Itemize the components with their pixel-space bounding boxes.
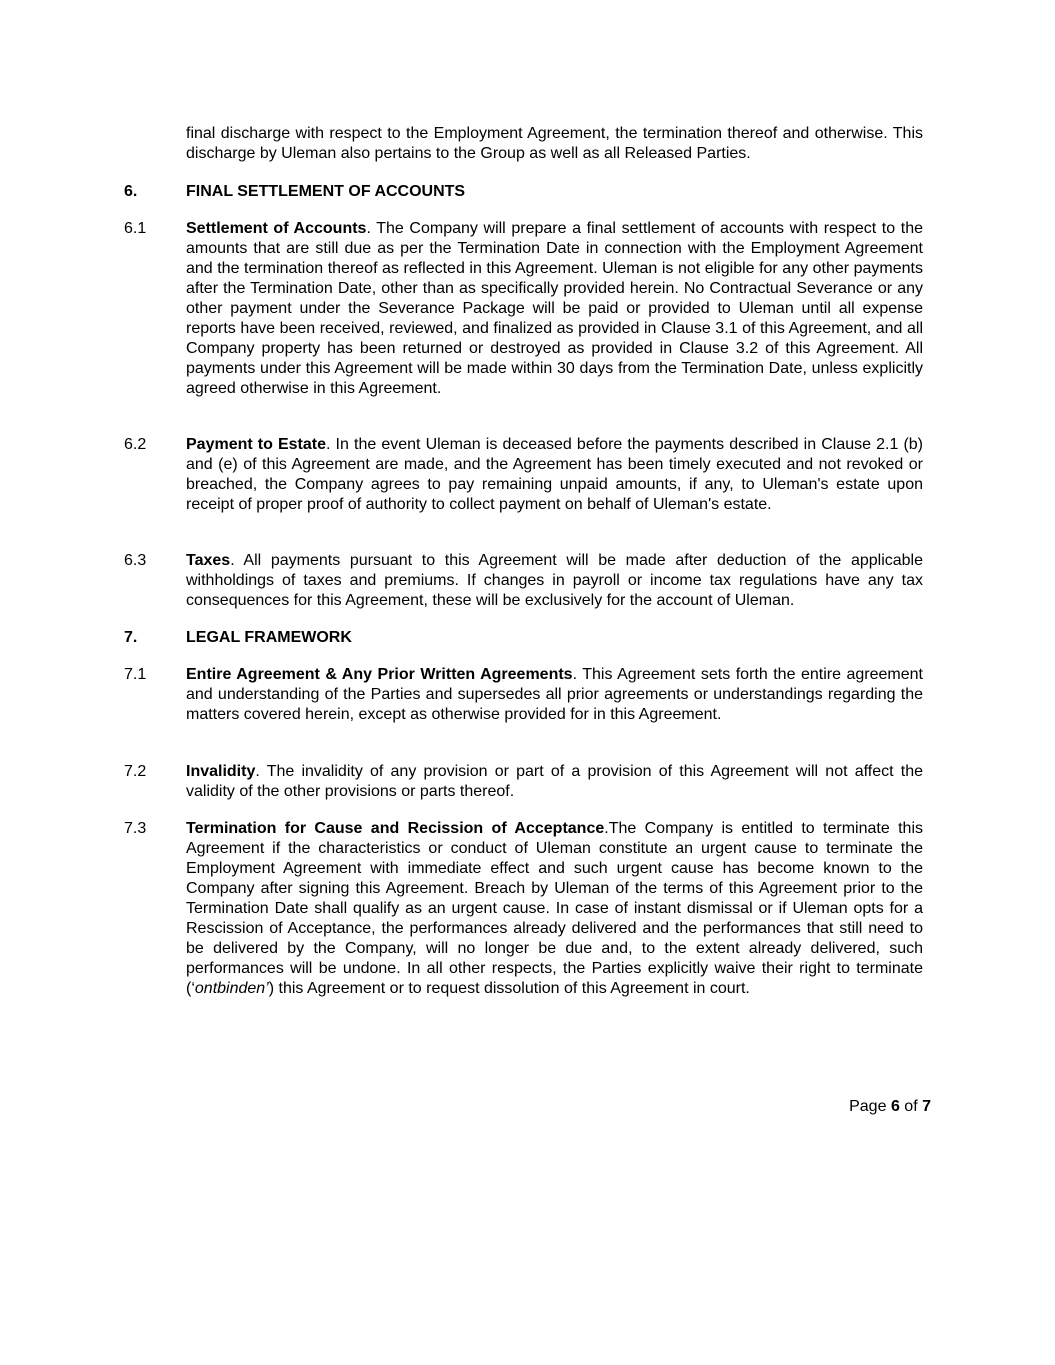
clause-6-3 [186, 551, 923, 611]
clause-6-1 [186, 219, 923, 399]
clause-7-3-title: Termination for Cause and Recission of Acceptance [186, 820, 605, 837]
section-6-title: FINAL SETTLEMENT OF ACCOUNTS [186, 183, 466, 200]
clause-6-2-title: Payment to Estate [186, 436, 327, 453]
clause-7-3 [186, 819, 923, 999]
clause-6-2-text: . In the event Uleman is deceased before the payments described in Clause 2.1 (b) and (e) of this Agreement are made, and the Agreement has been timely executed and not revoked or breached, the Company agrees to pay remaining unpaid amounts, if any, to Uleman's estate upon receipt of proper proof of authority to collect payment on behalf of Uleman's estate. [186, 436, 923, 513]
clause-7-2-title: Invalidity [186, 763, 256, 780]
clause-6-1-title: Settlement of Accounts [186, 220, 367, 237]
clause-7-2 [186, 762, 923, 802]
section-7-number: 7. [124, 629, 138, 646]
page-total: 7 [922, 1098, 931, 1115]
clause-6-2-number: 6.2 [124, 436, 147, 453]
clause-7-1-title: Entire Agreement & Any Prior Written Agreements [186, 666, 573, 683]
clause-6-1-text: . The Company will prepare a final settlement of accounts with respect to the amounts that are still due as per the Termination Date in connection with the Employment Agreement and the termination thereof as reflected in this Agreement. Uleman is not eligible for any other payments after the Termination Date, other than as specifically provided herein. No Contractual Severance or any other payment under the Severance Package will be paid or provided to Uleman until all expense reports have been received, reviewed, and finalized as provided in Clause 3.1 of this Agreement, and all Company property has been returned or destroyed as provided in Clause 3.2 of this Agreement. All payments under this Agreement will be made within 30 days from the Termination Date, unless explicitly agreed otherwise in this Agreement. [186, 220, 924, 397]
clause-6-2 [186, 435, 923, 515]
clause-6-3-text: . All payments pursuant to this Agreement will be made after deduction of the applicable withholdings of taxes and premiums. If changes in payroll or income tax regulations have any tax consequences for this Agreement, these will be exclusively for the account of Uleman. [186, 552, 923, 609]
clause-7-3-number: 7.3 [124, 820, 147, 837]
clause-7-1-number: 7.1 [124, 666, 147, 683]
page-prefix: Page [849, 1098, 887, 1115]
section-6-number: 6. [124, 183, 138, 200]
intro-paragraph: final discharge with respect to the Employment Agreement, the termination thereof and otherwise. This discharge by Uleman also pertains to the Group as well as all Released Parties. [186, 125, 923, 162]
clause-7-3-italic-term: ontbinden’ [194, 980, 269, 997]
clause-7-3-text-after: ) this Agreement or to request dissolution of this Agreement in court. [268, 980, 750, 997]
page-number-footer [849, 1097, 931, 1117]
clause-7-1-text: . This Agreement sets forth the entire agreement and understanding of the Parties and supersedes all prior agreements or understandings regarding the matters covered herein, except as otherwise provided for in this Agreement. [186, 666, 924, 723]
clause-7-3-text-before: .The Company is entitled to terminate this Agreement if the characteristics or conduct of Uleman constitute an urgent cause to terminate the Employment Agreement with immediate effect and such urgent cause has become known to the Company after signing this Agreement. Breach by Uleman of the terms of this Agreement prior to the Termination Date shall qualify as an urgent cause. In case of instant dismissal or if Uleman opts for a Rescission of Acceptance, the performances already delivered and the performances that still need to be delivered by the Company, will no longer be due and, to the extent already delivered, such performances will be undone. In all other respects, the Parties explicitly waive their right to terminate (‘ [186, 820, 923, 997]
clause-7-2-text: . The invalidity of any provision or part of a provision of this Agreement will not affect the validity of the other provisions or parts thereof. [186, 763, 923, 800]
page-current: 6 [890, 1098, 900, 1115]
clause-6-1-number: 6.1 [124, 220, 147, 237]
clause-7-1 [186, 665, 923, 725]
section-7-title: LEGAL FRAMEWORK [186, 629, 352, 646]
clause-6-3-title: Taxes [186, 552, 231, 569]
clause-7-2-number: 7.2 [124, 763, 147, 780]
page-of: of [904, 1098, 918, 1115]
clause-6-3-number: 6.3 [124, 552, 147, 569]
